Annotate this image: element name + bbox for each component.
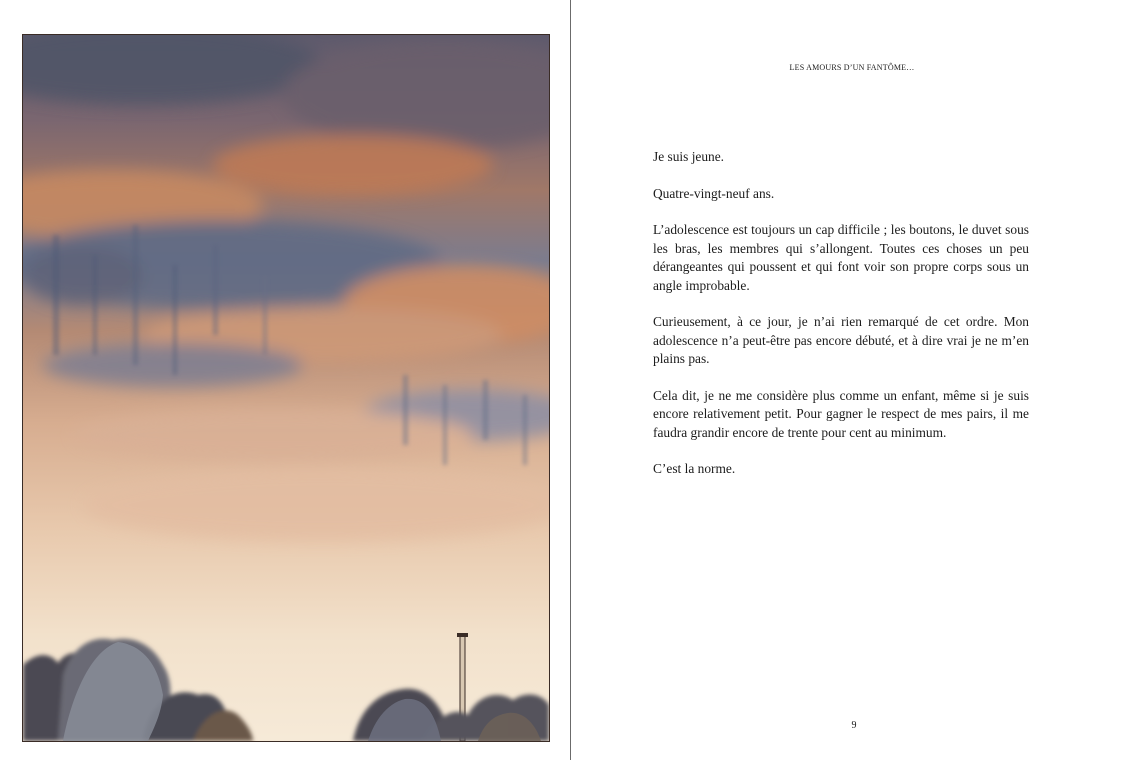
page-number: 9 [851,720,857,731]
paragraph: Quatre-vingt-neuf ans. [653,185,775,201]
paragraph: Je suis jeune. [653,149,725,164]
sunset-sky-painting [23,35,549,741]
running-head: LES AMOURS D’UN FANTÔME… [789,63,915,72]
paragraph: Cela dit, je ne me considère plus comme un enfant, même si je suis encore relativement petit. Pour gagner le respect de mes pairs, il me faudra grandir encore de trente pour cent au minimum. [653,387,1029,440]
body-text [653,148,1029,497]
watercolor-illustration [22,34,550,742]
paragraph: L’adolescence est toujours un cap difficile ; les boutons, le duvet sous les bras, les membres qui s’allongent. Toutes ces choses un peu dérangeantes qui poussent et qui font voir son propre corps sous un angle improbable. [653,222,1029,293]
right-page [571,0,1133,760]
paragraph: C’est la norme. [653,461,736,476]
paragraph: Curieusement, à ce jour, je n’ai rien remarqué de cet ordre. Mon adolescence n’a peut-être pas encore débuté, et à dire vrai je ne m’en plains pas. [653,314,1029,366]
